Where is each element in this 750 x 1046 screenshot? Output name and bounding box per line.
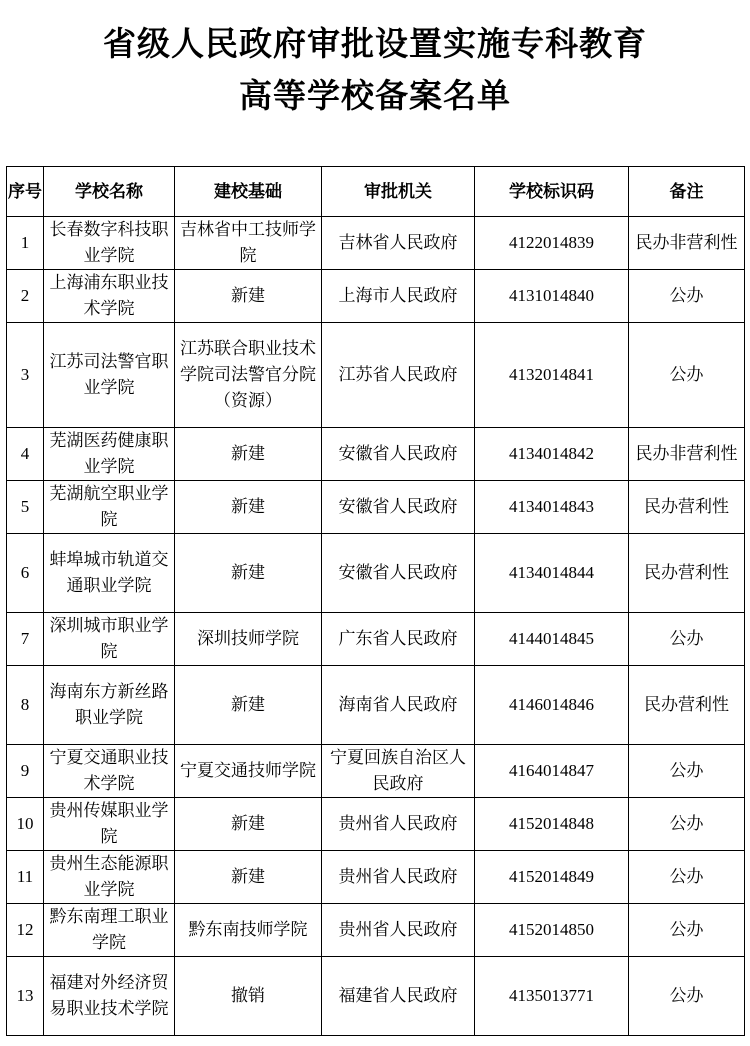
approval-authority: 海南省人民政府 [322,666,475,745]
remark: 民办营利性 [629,666,745,745]
school-name: 江苏司法警官职业学院 [44,323,175,428]
approval-authority: 安徽省人民政府 [322,481,475,534]
founding-basis: 新建 [175,534,322,613]
school-code: 4144014845 [475,613,629,666]
remark: 公办 [629,957,745,1036]
school-code: 4146014846 [475,666,629,745]
table-row [7,217,745,270]
row-number: 7 [7,613,44,666]
remark: 公办 [629,851,745,904]
table-row [7,613,745,666]
row-number: 3 [7,323,44,428]
school-code: 4131014840 [475,270,629,323]
school-name: 黔东南理工职业学院 [44,904,175,957]
remark: 民办非营利性 [629,217,745,270]
school-name: 海南东方新丝路职业学院 [44,666,175,745]
founding-basis: 撤销 [175,957,322,1036]
remark: 民办营利性 [629,481,745,534]
founding-basis: 新建 [175,798,322,851]
approval-authority: 贵州省人民政府 [322,851,475,904]
founding-basis: 新建 [175,428,322,481]
table-row [7,851,745,904]
header-basis: 建校基础 [175,167,322,217]
school-name: 贵州传媒职业学院 [44,798,175,851]
approval-authority: 贵州省人民政府 [322,904,475,957]
table-row [7,481,745,534]
approval-authority: 安徽省人民政府 [322,428,475,481]
school-code: 4122014839 [475,217,629,270]
table-row [7,904,745,957]
school-list-table [6,166,745,1036]
founding-basis: 新建 [175,851,322,904]
remark: 公办 [629,613,745,666]
row-number: 4 [7,428,44,481]
school-code: 4152014849 [475,851,629,904]
table-row [7,428,745,481]
table-row [7,323,745,428]
school-name: 宁夏交通职业技术学院 [44,745,175,798]
row-number: 1 [7,217,44,270]
school-name: 福建对外经济贸易职业技术学院 [44,957,175,1036]
founding-basis: 黔东南技师学院 [175,904,322,957]
school-code: 4152014850 [475,904,629,957]
row-number: 12 [7,904,44,957]
school-name: 贵州生态能源职业学院 [44,851,175,904]
founding-basis: 新建 [175,666,322,745]
remark: 公办 [629,904,745,957]
table-row [7,270,745,323]
school-code: 4164014847 [475,745,629,798]
school-code: 4135013771 [475,957,629,1036]
row-number: 2 [7,270,44,323]
row-number: 13 [7,957,44,1036]
school-code: 4132014841 [475,323,629,428]
school-code: 4134014842 [475,428,629,481]
table-header-row [7,167,745,217]
school-name: 蚌埠城市轨道交通职业学院 [44,534,175,613]
remark: 民办非营利性 [629,428,745,481]
approval-authority: 福建省人民政府 [322,957,475,1036]
header-authority: 审批机关 [322,167,475,217]
founding-basis: 新建 [175,270,322,323]
remark: 公办 [629,745,745,798]
table-row [7,798,745,851]
approval-authority: 江苏省人民政府 [322,323,475,428]
remark: 公办 [629,323,745,428]
row-number: 10 [7,798,44,851]
founding-basis: 吉林省中工技师学院 [175,217,322,270]
table-row [7,666,745,745]
header-seq: 序号 [7,167,44,217]
approval-authority: 宁夏回族自治区人民政府 [322,745,475,798]
approval-authority: 贵州省人民政府 [322,798,475,851]
row-number: 9 [7,745,44,798]
approval-authority: 上海市人民政府 [322,270,475,323]
row-number: 6 [7,534,44,613]
school-code: 4152014848 [475,798,629,851]
header-name: 学校名称 [44,167,175,217]
table-row [7,957,745,1036]
founding-basis: 江苏联合职业技术学院司法警官分院（资源） [175,323,322,428]
table-row [7,534,745,613]
school-name: 上海浦东职业技术学院 [44,270,175,323]
school-name: 芜湖医药健康职业学院 [44,428,175,481]
page-subtitle: 高等学校备案名单 [239,76,511,115]
page-title: 省级人民政府审批设置实施专科教育 [103,24,647,63]
approval-authority: 吉林省人民政府 [322,217,475,270]
row-number: 8 [7,666,44,745]
table-row [7,745,745,798]
remark: 民办营利性 [629,534,745,613]
school-name: 长春数字科技职业学院 [44,217,175,270]
remark: 公办 [629,270,745,323]
row-number: 5 [7,481,44,534]
row-number: 11 [7,851,44,904]
header-remark: 备注 [629,167,745,217]
school-name: 深圳城市职业学院 [44,613,175,666]
header-code: 学校标识码 [475,167,629,217]
school-name: 芜湖航空职业学院 [44,481,175,534]
approval-authority: 安徽省人民政府 [322,534,475,613]
school-code: 4134014844 [475,534,629,613]
approval-authority: 广东省人民政府 [322,613,475,666]
founding-basis: 新建 [175,481,322,534]
founding-basis: 深圳技师学院 [175,613,322,666]
founding-basis: 宁夏交通技师学院 [175,745,322,798]
remark: 公办 [629,798,745,851]
school-code: 4134014843 [475,481,629,534]
